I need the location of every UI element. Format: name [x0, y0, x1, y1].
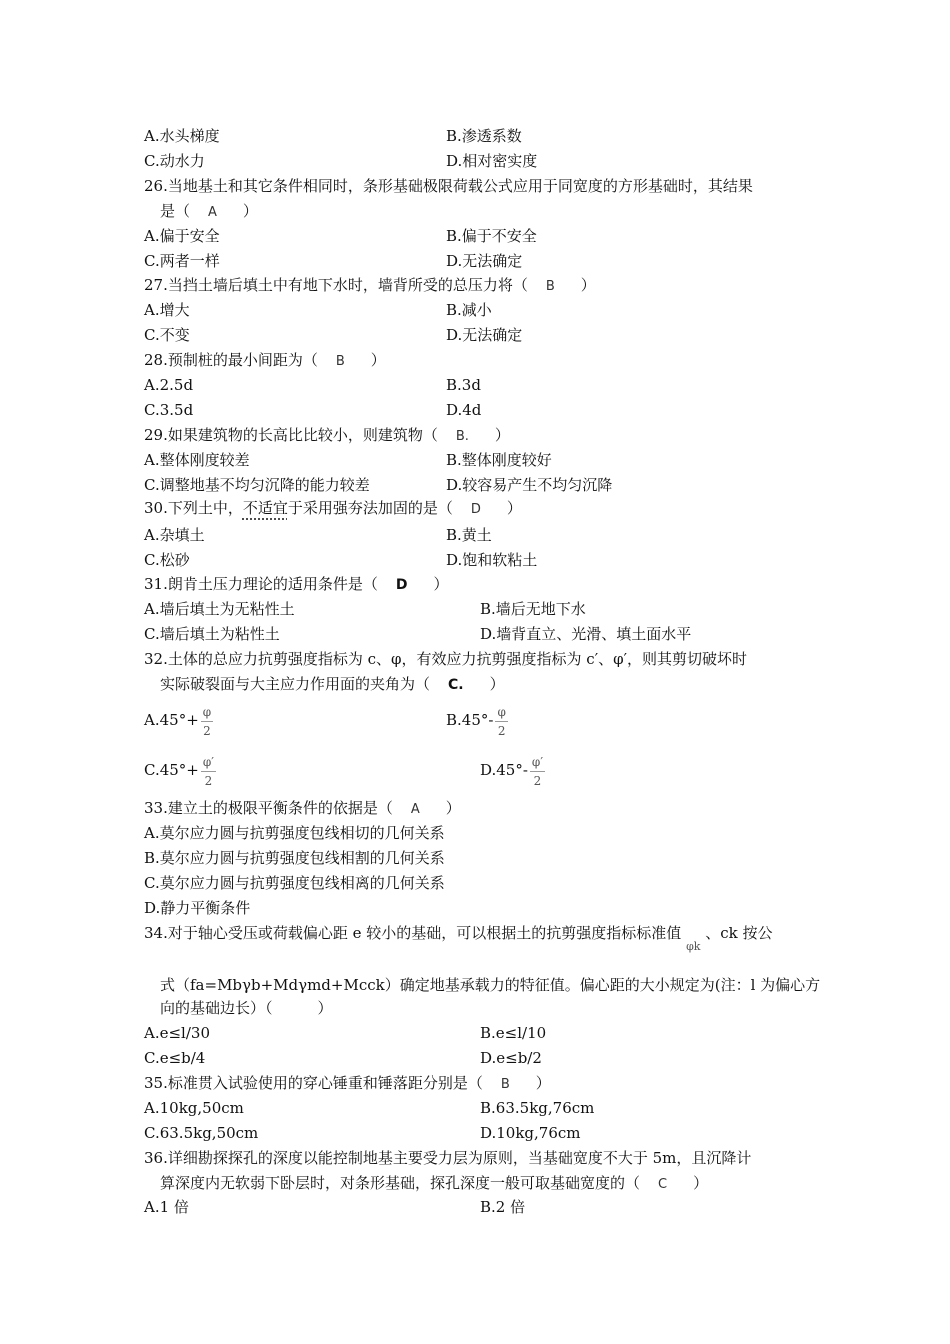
numerator: φ′ [530, 753, 545, 772]
option-a: A.增大 [144, 301, 190, 319]
question-29-stem [144, 425, 510, 447]
numerator: φ [201, 703, 213, 722]
option-b: B.3d [446, 376, 481, 394]
stem-text: 30.下列土中， [144, 499, 243, 517]
option-d: D.e≤b/2 [480, 1049, 542, 1067]
denominator: 2 [204, 773, 213, 788]
option-c: C.3.5d [144, 401, 194, 419]
question-30-stem [144, 498, 522, 520]
question-32-stem-cont [160, 674, 505, 695]
stem-text: 29.如果建筑物的长高比比较小，则建筑物（ [144, 426, 438, 444]
question-34-stem-cont2: 向的基础边长）（ ） [160, 999, 333, 1017]
option-b: B.减小 [446, 301, 492, 319]
question-36-stem-cont [160, 1173, 708, 1195]
option-c: C.63.5kg,50cm [144, 1124, 259, 1142]
phi-k-symbol: φk [686, 940, 701, 953]
question-28-stem [144, 350, 386, 372]
numerator: φ′ [201, 753, 216, 772]
answer: A [410, 802, 420, 817]
answer: B [500, 1077, 510, 1092]
option-a: A.水头梯度 [144, 127, 220, 145]
option-a [144, 700, 213, 740]
question-32-stem: 32.土体的总应力抗剪强度指标为 c、φ，有效应力抗剪强度指标为 c′、φ′，则其剪切破坏时 [144, 650, 748, 668]
stem-text: ） [433, 575, 449, 593]
question-36-stem: 36.详细勘探探孔的深度以能控制地基主要受力层为原则，当基础宽度不大于 5m，且沉降计 [144, 1149, 752, 1167]
option-b: B.黄土 [446, 526, 492, 544]
stem-text: ） [489, 675, 505, 693]
option-c: C.调整地基不均匀沉降的能力较差 [144, 476, 370, 494]
option-d: D.静力平衡条件 [144, 899, 251, 917]
fraction [201, 703, 213, 740]
stem-text: ） [242, 202, 258, 220]
option-a: A.1 倍 [144, 1198, 189, 1216]
option-c: C.莫尔应力圆与抗剪强度包线相离的几何关系 [144, 874, 445, 892]
option-a: A.2.5d [144, 376, 194, 394]
numerator: φ [495, 703, 507, 722]
option-label: B.45°- [446, 711, 494, 729]
option-b: B.整体刚度较好 [446, 451, 552, 469]
option-d: D.相对密实度 [446, 152, 538, 170]
question-31-stem [144, 574, 449, 595]
denominator: 2 [203, 723, 211, 738]
option-a: A.偏于安全 [144, 227, 220, 245]
option-c: C.墙后填土为粘性土 [144, 625, 280, 643]
option-b: B.e≤l/10 [480, 1024, 547, 1042]
stem-text: 28.预制桩的最小间距为（ [144, 351, 318, 369]
stem-text: 、ck 按公 [705, 924, 773, 942]
stem-text: 34.对于轴心受压或荷载偏心距 e 较小的基础，可以根据土的抗剪强度指标标准值 [144, 924, 682, 942]
stem-text: ） [445, 799, 461, 817]
question-27-stem [144, 275, 596, 297]
stem-text: 31.朗肯土压力理论的适用条件是（ [144, 575, 378, 593]
answer: D [395, 577, 408, 593]
answer: B. [455, 429, 469, 444]
fraction [530, 753, 545, 790]
stem-text: ） [506, 499, 522, 517]
option-a: A.整体刚度较差 [144, 451, 250, 469]
option-c: C.两者一样 [144, 252, 220, 270]
fraction [495, 703, 507, 740]
answer: A [208, 205, 217, 220]
option-b: B.63.5kg,76cm [480, 1099, 595, 1117]
option-a: A.10kg,50cm [144, 1099, 244, 1117]
answer: D [470, 502, 481, 517]
option-d: D.4d [446, 401, 482, 419]
answer: B [335, 354, 345, 369]
option-a: A.墙后填土为无粘性土 [144, 600, 295, 618]
fraction [201, 753, 216, 790]
denominator: 2 [497, 723, 506, 738]
option-d [480, 750, 545, 790]
stem-text: 实际破裂面与大主应力作用面的夹角为（ [160, 675, 431, 693]
option-c: C.不变 [144, 326, 190, 344]
option-d: D.墙背直立、光滑、填土面水平 [480, 625, 692, 643]
stem-text: 是（ [160, 202, 191, 220]
stem-text: ） [494, 426, 510, 444]
denominator: 2 [533, 773, 542, 788]
stem-text: ） [370, 351, 386, 369]
question-35-stem [144, 1073, 551, 1095]
option-a: A.e≤l/30 [144, 1024, 210, 1042]
option-a: A.杂填土 [144, 526, 205, 544]
option-b: B.莫尔应力圆与抗剪强度包线相割的几何关系 [144, 849, 445, 867]
option-b [446, 700, 508, 740]
answer: C. [448, 677, 464, 693]
option-b: B.渗透系数 [446, 127, 522, 145]
stem-text: ） [535, 1074, 551, 1092]
option-d: D.饱和软粘土 [446, 551, 538, 569]
option-a: A.莫尔应力圆与抗剪强度包线相切的几何关系 [144, 824, 445, 842]
emphasized-text: 不适宜 [242, 499, 288, 517]
question-26-stem: 26.当地基土和其它条件相同时，条形基础极限荷载公式应用于同宽度的方形基础时，其结果 [144, 177, 753, 195]
option-c: C.e≤b/4 [144, 1049, 206, 1067]
stem-text: ） [580, 276, 596, 294]
option-label: C.45°+ [144, 761, 199, 779]
option-d: D.无法确定 [446, 326, 523, 344]
stem-text: 35.标准贯入试验使用的穿心锤重和锤落距分别是（ [144, 1074, 483, 1092]
option-label: A.45°+ [144, 711, 199, 729]
option-b: B.偏于不安全 [446, 227, 537, 245]
stem-text: 27.当挡土墙后填土中有地下水时，墙背所受的总压力将（ [144, 276, 528, 294]
option-c: C.动水力 [144, 152, 205, 170]
option-d: D.无法确定 [446, 252, 523, 270]
option-c: C.松砂 [144, 551, 190, 569]
option-b: B.2 倍 [480, 1198, 526, 1216]
question-26-stem-cont [160, 201, 258, 223]
stem-text: 33.建立土的极限平衡条件的依据是（ [144, 799, 393, 817]
question-33-stem [144, 798, 461, 820]
question-34-stem [144, 923, 773, 953]
question-34-stem-cont: 式（fa=Mbγb+Mdγmd+Mcck）确定地基承载力的特征值。偏心距的大小规定为(注：l 为偏心方 [160, 976, 821, 994]
option-b: B.墙后无地下水 [480, 600, 586, 618]
answer: C [658, 1177, 668, 1192]
stem-text: 于采用强夯法加固的是（ [287, 499, 453, 517]
answer: B [545, 279, 555, 294]
stem-text: ） [693, 1174, 709, 1192]
option-c [144, 750, 216, 790]
option-d: D.10kg,76cm [480, 1124, 581, 1142]
option-label: D.45°- [480, 761, 528, 779]
stem-text: 算深度内无软弱下卧层时，对条形基础，探孔深度一般可取基础宽度的（ [160, 1174, 641, 1192]
option-d: D.较容易产生不均匀沉降 [446, 476, 613, 494]
